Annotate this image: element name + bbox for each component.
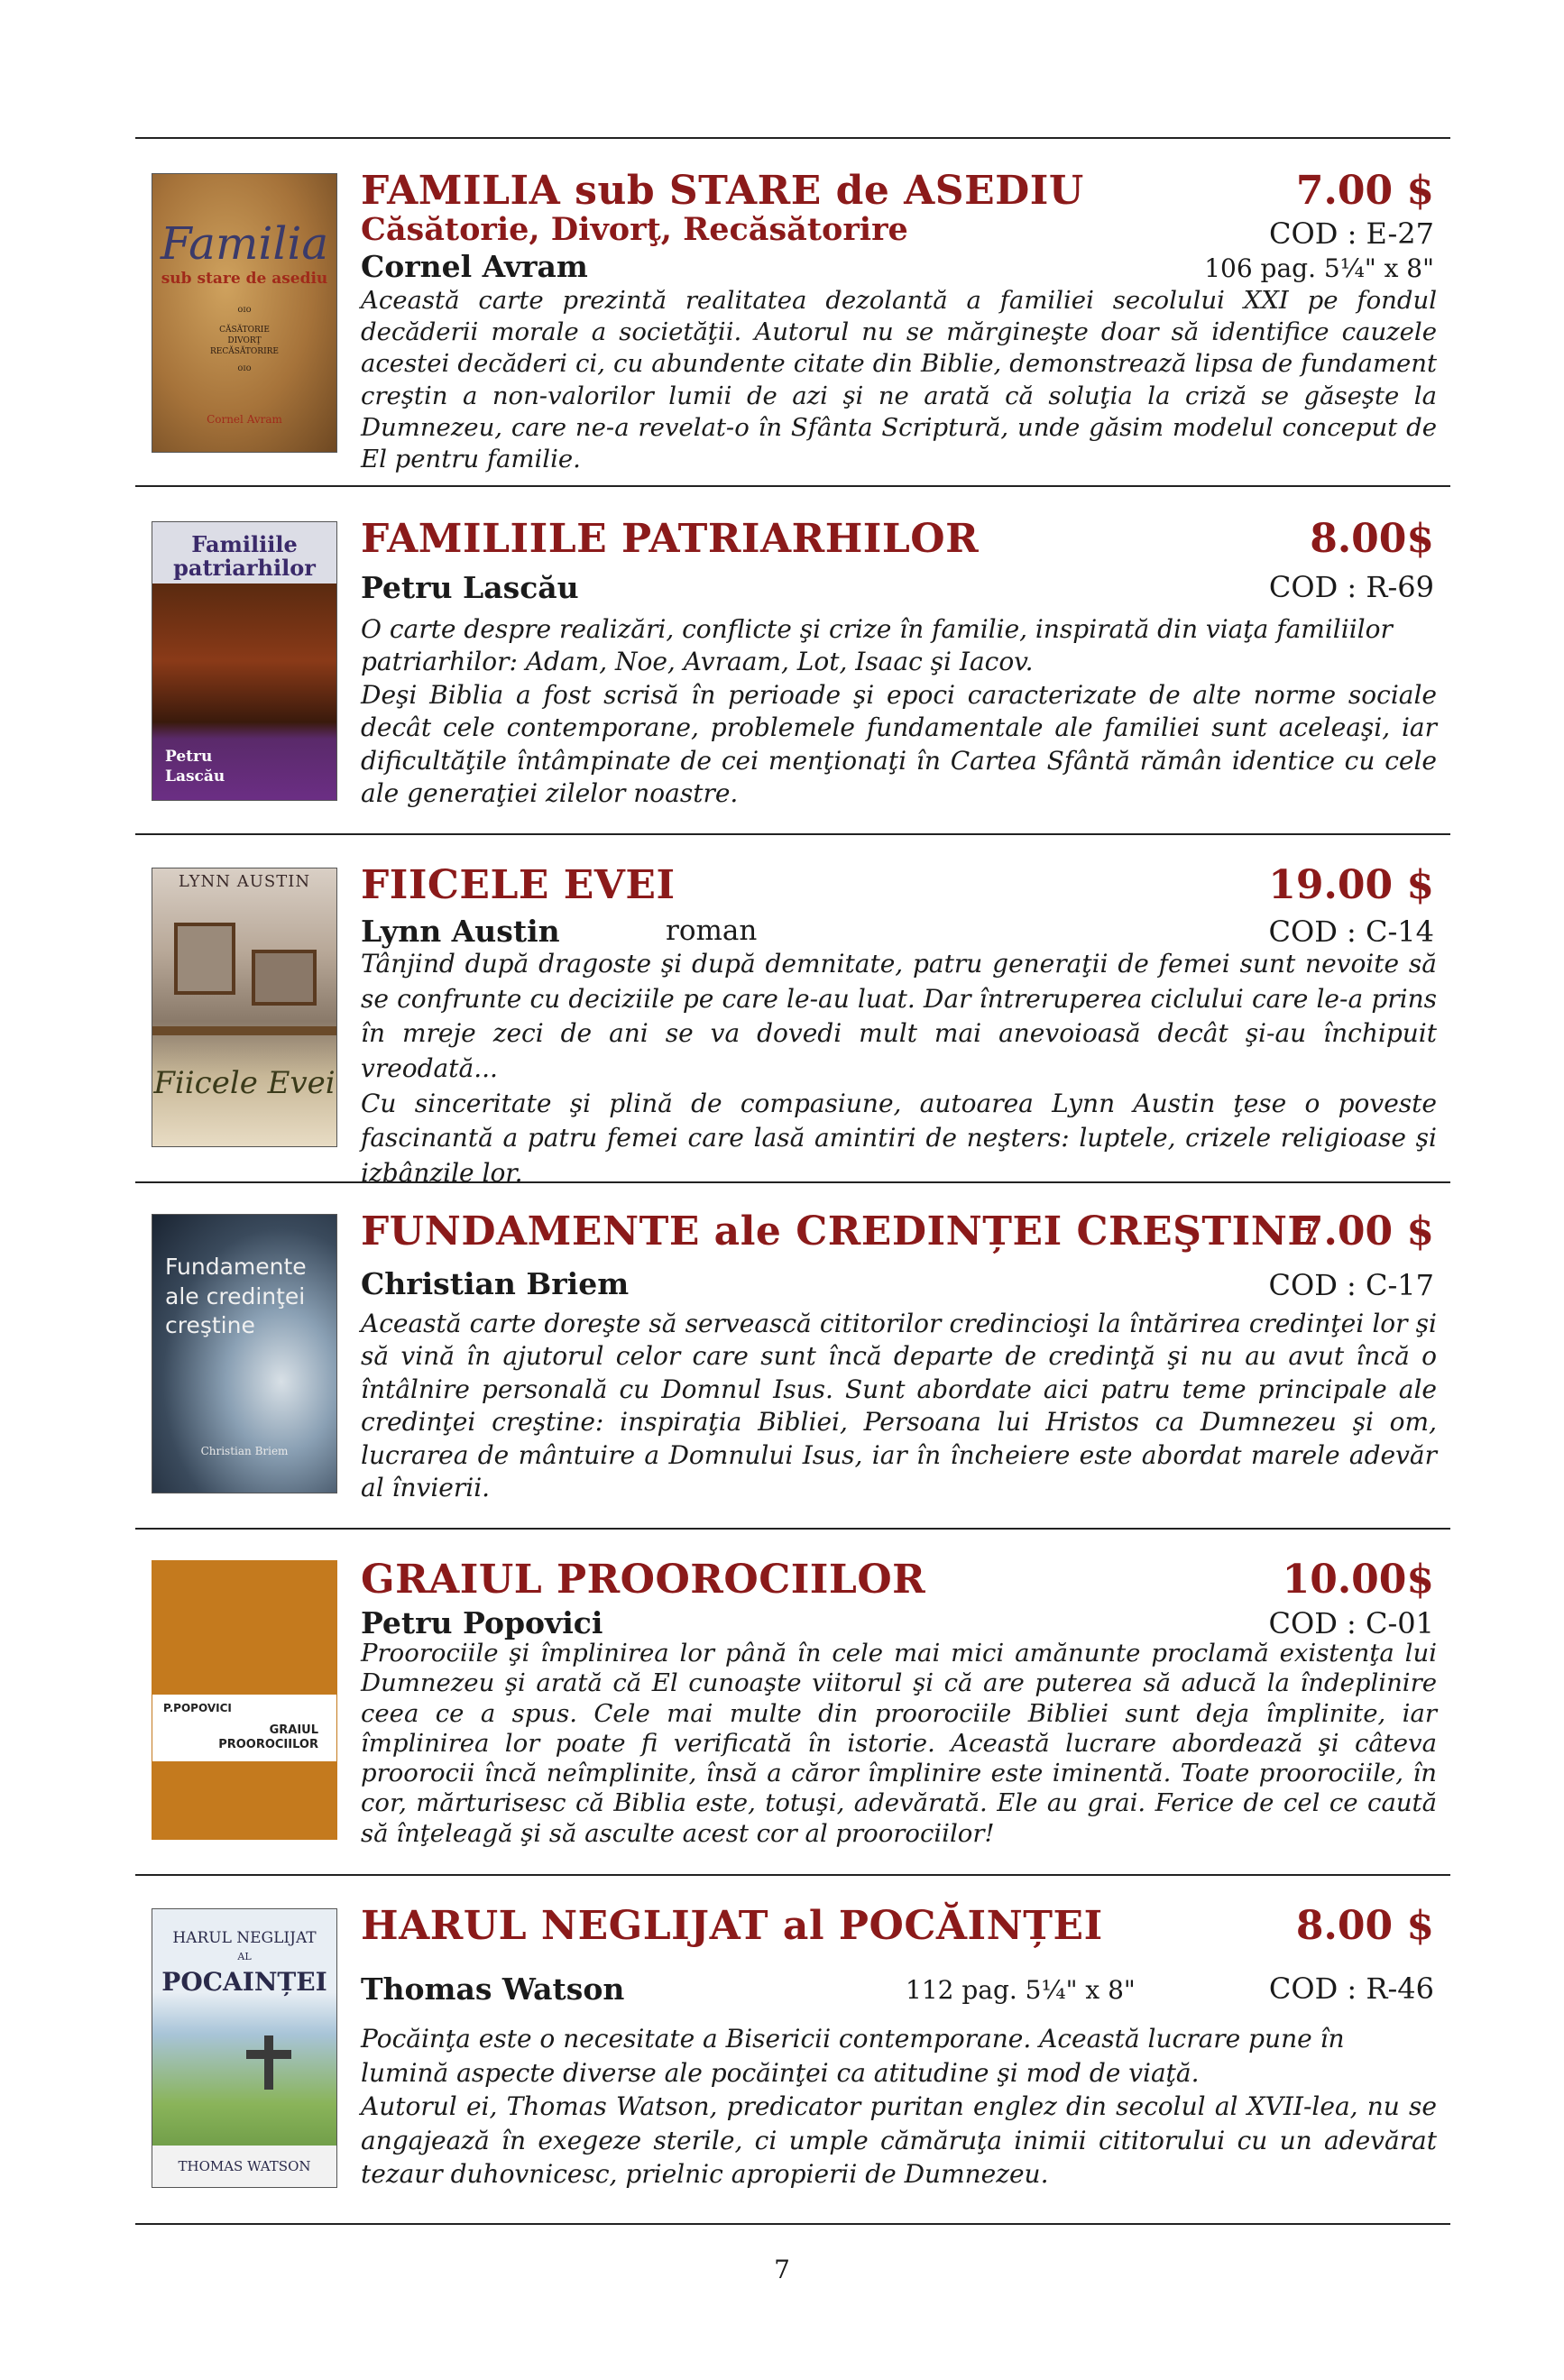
- book-author: Thomas Watson: [361, 1971, 625, 2007]
- book-description: [361, 1639, 1437, 1849]
- cover-text: RECĂSĂTORIRE: [210, 347, 279, 356]
- cover-author: Lascău: [165, 767, 225, 786]
- book-code: COD : R-69: [1268, 570, 1434, 604]
- cover-author: LYNN AUSTIN: [178, 872, 311, 891]
- cover-author: Cornel Avram: [207, 413, 282, 426]
- book-price: 19.00 $: [1268, 862, 1434, 908]
- book-cover[interactable]: [152, 1560, 337, 1840]
- description-paragraph: Această carte prezintă realitatea dezolantă a familiei secolului XXI pe fondul decăderii morale a societăţii. Autorul nu se mărgineşte doar să identifice cauzele acestei decăderi ci, cu abundente citate din Biblie, demonstrează lipsa de fundament creştin a non-valorilor lumii de azi şi ne arată că soluţia la criză se găseşte la Dumnezeu, care ne-a revelat-o în Sfânta Scriptură, unde găsim modelul conceput de El pentru familie.: [361, 286, 1437, 473]
- description-paragraph: Cu sinceritate şi plină de compasiune, autoarea Lynn Austin ţese o poveste fascinantă a patru femei care lasă amintiri de neşters: luptele, crizele religioase şi izbânzile lor.: [361, 1088, 1437, 1188]
- cover-title: GRAIUL: [269, 1723, 318, 1737]
- cross-icon: [264, 2035, 273, 2090]
- book-price: 7.00 $: [1295, 1208, 1434, 1254]
- cover-subtitle: sub stare de asediu: [161, 270, 328, 288]
- book-title: FAMILIILE PATRIARHILOR: [361, 516, 980, 562]
- book-code: COD : E-27: [1269, 216, 1434, 251]
- divider: [135, 2223, 1450, 2225]
- cover-picture-frame: [252, 950, 317, 1006]
- description-paragraph: Această carte doreşte să servească cititorilor credincioşi la întărirea credinţei lor şi să vină în ajutorul celor care sunt încă departe de credinţă şi nu au avut încă o întâlnire personală cu Domnul Isus. Sunt abordate aici patru teme principale ale credinţei creştine: inspiraţia Bibliei, Persoana lui Hristos ca Dumnezeu şi om, lucrarea de mântuire a Domnului Isus, iar în încheiere este abordat marele adevăr al învierii.: [361, 1309, 1437, 1502]
- book-description: [361, 285, 1437, 475]
- book-title: FAMILIA sub STARE de ASEDIU: [361, 168, 1084, 214]
- book-cover[interactable]: [152, 173, 337, 453]
- description-paragraph: Proorociile şi împlinirea lor până în cele mai mici amănunte proclamă existenţa lui Dumnezeu şi arată că El cunoaşte viitorul şi că are puterea să aducă la îndeplinire ceea ce a spus. Cele mai multe din proorociile Bibliei sunt deja împlinite, iar împlinirea lor poate fi verificată în istorie. Această lucrare abordează şi câteva proorocii încă neîmplinite, însă a căror împlinire este iminentă. Toate proorociile, în cor, mărturisesc că Biblia este, totuşi, adevărată. Ele au grai. Ferice de cel ce caută să înţeleagă şi să asculte acest cor al proorociilor!: [361, 1639, 1437, 1848]
- book-code: COD : R-46: [1268, 1971, 1434, 2006]
- cover-ornament: ᴏɪᴏ: [237, 363, 252, 373]
- book-cover[interactable]: [152, 1908, 337, 2188]
- divider: [135, 1528, 1450, 1530]
- book-price: 7.00 $: [1295, 168, 1434, 214]
- cover-title: PROOROCIILOR: [218, 1738, 318, 1751]
- cover-title: Fundamente ale credinţei creştine: [165, 1254, 307, 1338]
- book-cover[interactable]: [152, 521, 337, 801]
- book-code: COD : C-01: [1268, 1606, 1434, 1640]
- book-description: [361, 947, 1437, 1190]
- book-code: COD : C-14: [1268, 914, 1434, 949]
- book-price: 10.00$: [1282, 1557, 1434, 1603]
- book-cover[interactable]: [152, 868, 337, 1147]
- divider: [135, 833, 1450, 835]
- cover-title: Familiile patriarhilor: [173, 531, 316, 582]
- cover-title: HARUL NEGLIJAT: [172, 1929, 317, 1947]
- cover-picture-frame: [174, 923, 235, 995]
- book-genre: roman: [666, 914, 758, 947]
- cover-ornament: ᴏɪᴏ: [237, 305, 252, 315]
- cover-text: DIVORŢ: [227, 336, 262, 345]
- cover-author: THOMAS WATSON: [178, 2158, 311, 2174]
- book-price: 8.00$: [1310, 516, 1434, 562]
- book-code: COD : C-17: [1268, 1268, 1434, 1302]
- book-author: Lynn Austin: [361, 914, 560, 949]
- page-number: 7: [774, 2255, 790, 2284]
- book-subtitle: Căsătorie, Divorţ, Recăsătorire: [361, 211, 908, 248]
- book-description: [361, 2022, 1437, 2192]
- cover-title: Fiicele Evei: [153, 1065, 336, 1101]
- divider: [135, 485, 1450, 487]
- divider: [135, 137, 1450, 139]
- divider: [135, 1874, 1450, 1876]
- book-cover[interactable]: [152, 1214, 337, 1493]
- book-author: Petru Popovici: [361, 1605, 603, 1640]
- cover-author: P.POPOVICI: [163, 1702, 232, 1714]
- cross-icon-bar: [246, 2050, 291, 2059]
- cover-title: Familia: [160, 217, 329, 270]
- cover-author: Petru: [165, 748, 213, 766]
- book-meta: 106 pag. 5¼" x 8": [1204, 253, 1434, 283]
- book-title: GRAIUL PROOROCIILOR: [361, 1557, 926, 1603]
- cover-text: CĂSĂTORIE: [219, 326, 270, 335]
- book-price: 8.00 $: [1295, 1903, 1434, 1949]
- cover-shelf: [152, 1026, 337, 1035]
- description-paragraph: Autorul ei, Thomas Watson, predicator puritan englez din secolul al XVII-lea, nu se angajează în exegeze sterile, ci umple cămăruţa inimii cititorului cu un adevărat tezaur duhovnicesc, prielnic apropierii de Dumnezeu.: [361, 2091, 1437, 2190]
- book-meta: 112 pag. 5¼" x 8": [906, 1975, 1136, 2005]
- description-paragraph: O carte despre realizări, conflicte şi crize în familie, inspirată din viaţa familiilor patriarhilor: Adam, Noe, Avraam, Lot, Isaac şi Iacov.: [361, 614, 1393, 677]
- description-paragraph: Pocăinţa este o necesitate a Bisericii contemporane. Această lucrare pune în lumină aspecte diverse ale pocăinţei ca atitudine şi mod de viaţă.: [361, 2024, 1345, 2088]
- description-paragraph: Tânjind după dragoste şi după demnitate, patru generaţii de femei sunt nevoite să se confrunte cu deciziile pe care le-au luat. Dar întreruperea ciclului care le-a prins în mreje zeci de ani se va dovedi mult mai anevoioasă decât şi-au închipuit vreodată...: [361, 949, 1437, 1083]
- book-description: [361, 613, 1437, 810]
- description-paragraph: Deşi Biblia a fost scrisă în perioade şi epoci caracterizate de alte norme sociale decât cele contemporane, problemele fundamentale ale familiei sunt aceleaşi, iar dificultăţile întâmpinate de cei menţionaţi în Cartea Sfântă rămân identice cu cele ale generaţiei zilelor noastre.: [361, 679, 1437, 808]
- cover-title: POCAINȚEI: [161, 1967, 327, 1997]
- book-author: Christian Briem: [361, 1266, 630, 1301]
- cover-author: Christian Briem: [200, 1445, 289, 1457]
- book-author: Petru Lascău: [361, 570, 579, 605]
- book-description: [361, 1308, 1437, 1504]
- book-title: HARUL NEGLIJAT al POCĂINȚEI: [361, 1903, 1103, 1949]
- book-author: Cornel Avram: [361, 249, 588, 284]
- book-title: FIICELE EVEI: [361, 862, 676, 908]
- book-title: FUNDAMENTE ale CREDINȚEI CREŞTINE: [361, 1208, 1319, 1254]
- cover-title: AL: [237, 1951, 252, 1962]
